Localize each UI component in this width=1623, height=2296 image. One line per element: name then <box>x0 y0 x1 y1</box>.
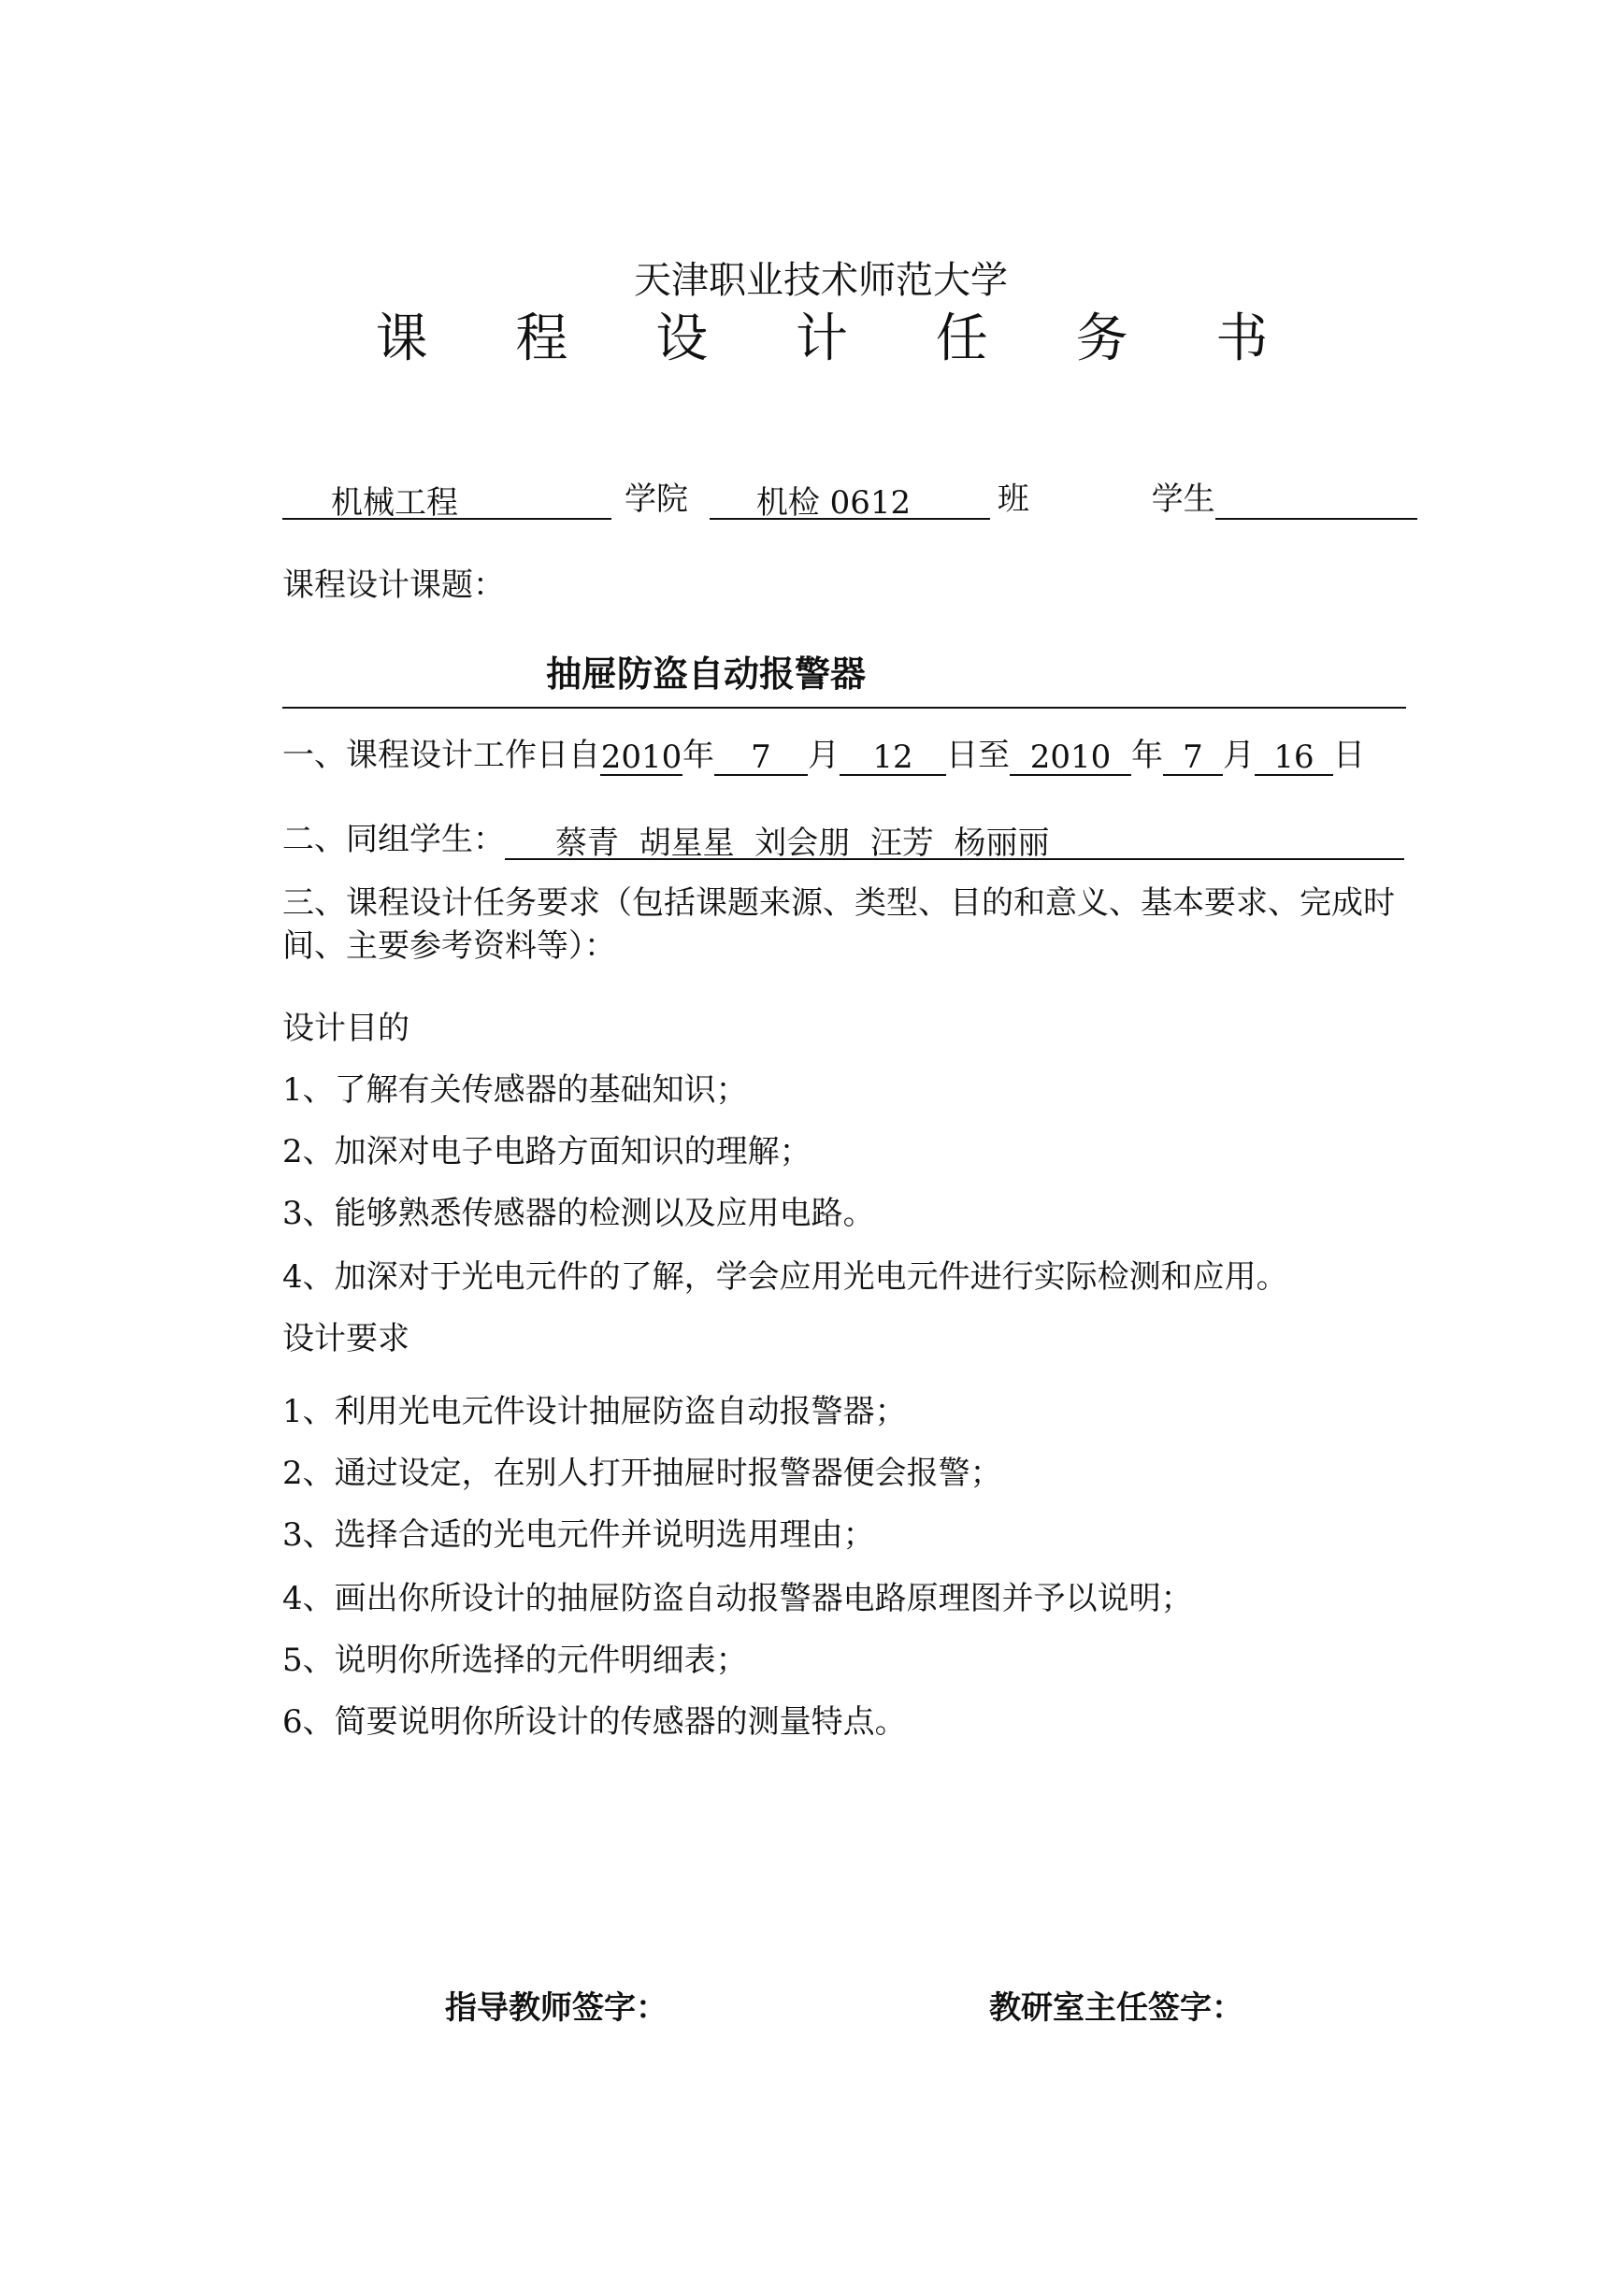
end-year-label: 年 <box>1131 737 1163 774</box>
class-label: 班 <box>997 481 1029 518</box>
section1-label: 一、课程设计工作日自 <box>282 737 600 774</box>
start-month-label: 月 <box>808 737 840 774</box>
day-to-label: 日至 <box>946 737 1010 774</box>
end-month: 7 <box>1183 739 1203 776</box>
purpose-heading: 设计目的 <box>282 1010 409 1047</box>
topic-value: 抽屉防盗自动报警器 <box>546 653 867 695</box>
end-year: 2010 <box>1029 739 1112 776</box>
purpose-item: 4、加深对于光电元件的了解，学会应用光电元件进行实际检测和应用。 <box>282 1258 1288 1296</box>
requirement-item: 1、利用光电元件设计抽屉防盗自动报警器； <box>282 1393 907 1430</box>
requirement-item: 6、简要说明你所设计的传感器的测量特点。 <box>282 1703 907 1741</box>
start-day-field <box>840 737 946 776</box>
class-field <box>710 482 990 520</box>
start-year-field <box>600 737 682 776</box>
start-day: 12 <box>872 739 913 776</box>
section3-line2: 间、主要参考资料等）： <box>282 927 616 965</box>
requirement-item: 3、选择合适的光电元件并说明选用理由； <box>282 1516 875 1554</box>
requirements-heading: 设计要求 <box>282 1320 409 1357</box>
requirement-item: 5、说明你所选择的元件明细表； <box>282 1642 748 1679</box>
college-value: 机械工程 <box>331 484 458 522</box>
requirement-item: 4、画出你所设计的抽屉防盗自动报警器电路原理图并予以说明； <box>282 1580 1193 1617</box>
requirement-item: 2、通过设定，在别人打开抽屉时报警器便会报警； <box>282 1455 1002 1492</box>
director-signature-label: 教研室主任签字： <box>989 1989 1243 2027</box>
start-month: 7 <box>751 739 771 776</box>
class-value: 机检 0612 <box>755 484 912 522</box>
end-year-field <box>1010 737 1131 776</box>
topic-label: 课程设计课题： <box>282 567 505 604</box>
end-day-label: 日 <box>1333 737 1365 774</box>
topic-underline <box>282 707 1406 709</box>
members-field <box>505 823 1404 860</box>
section2-members <box>282 819 1404 860</box>
university-name: 天津职业技术师范大学 <box>634 259 1008 302</box>
college-label: 学院 <box>625 481 688 518</box>
start-month-field <box>714 737 808 776</box>
student-label: 学生 <box>1151 481 1215 518</box>
college-field <box>282 482 611 520</box>
section1-dates <box>282 735 1365 776</box>
end-day: 16 <box>1273 739 1314 776</box>
purpose-item: 2、加深对电子电路方面知识的理解； <box>282 1133 812 1170</box>
section2-label: 二、同组学生： <box>282 821 505 858</box>
purpose-item: 3、能够熟悉传感器的检测以及应用电路。 <box>282 1195 875 1232</box>
start-year: 2010 <box>600 739 682 776</box>
student-field <box>1215 481 1417 520</box>
start-year-label: 年 <box>682 737 714 774</box>
members-value: 蔡青 胡星星 刘会朋 汪芳 杨丽丽 <box>555 825 1050 862</box>
section3-line1: 三、课程设计任务要求（包括课题来源、类型、目的和意义、基本要求、完成时 <box>282 884 1395 922</box>
end-day-field <box>1255 737 1333 776</box>
advisor-signature-label: 指导教师签字： <box>445 1989 668 2027</box>
purpose-item: 1、了解有关传感器的基础知识； <box>282 1071 748 1109</box>
info-line <box>282 479 1408 520</box>
document-title: 课 程 设 计 任 务 书 <box>375 309 1304 369</box>
end-month-field <box>1163 737 1223 776</box>
end-month-label: 月 <box>1223 737 1255 774</box>
